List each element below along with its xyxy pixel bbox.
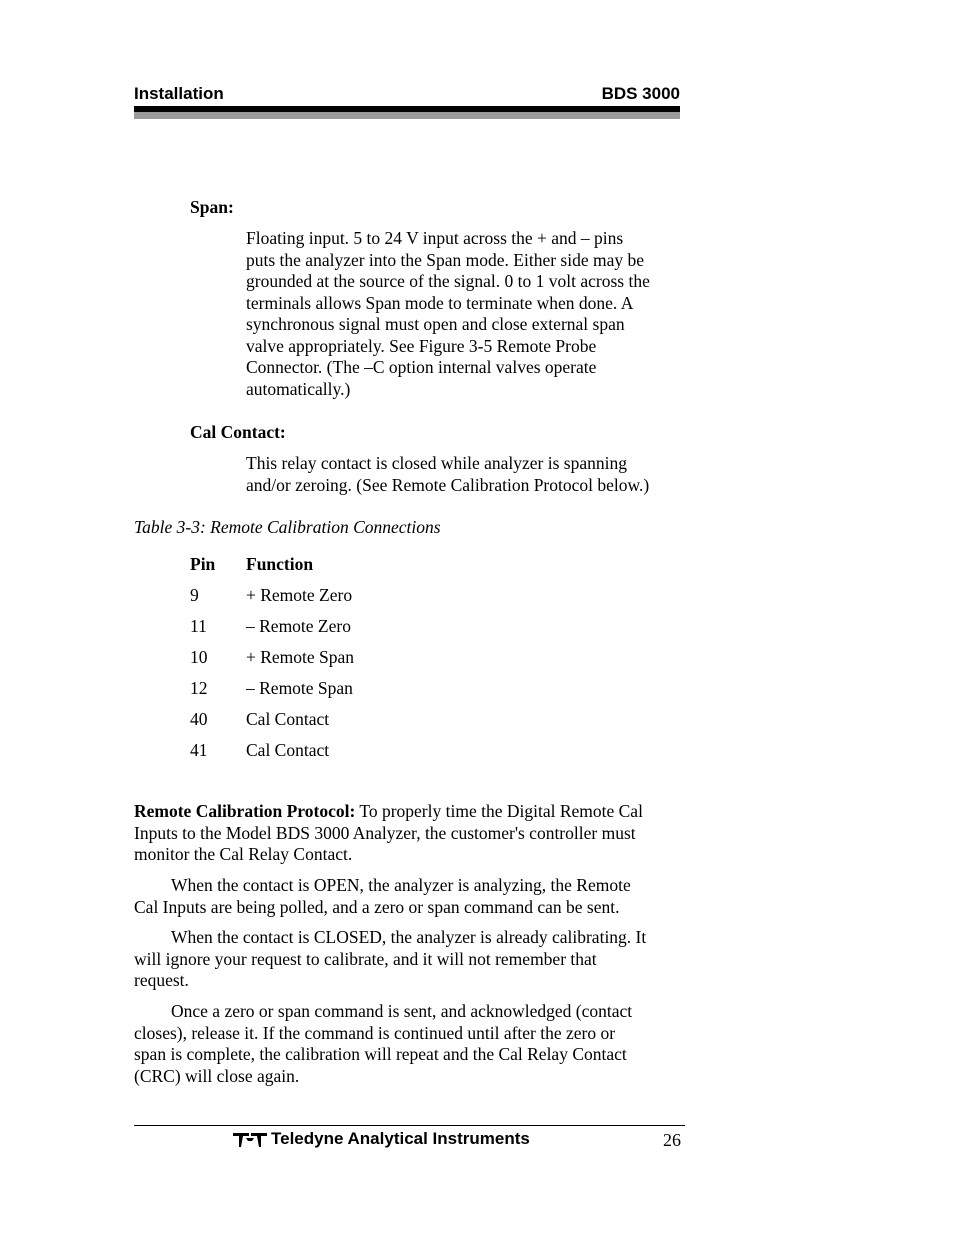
- table-cell-function: – Remote Zero: [246, 616, 351, 636]
- table-cell-pin: 40: [190, 709, 208, 729]
- table-cell-pin: 10: [190, 647, 208, 667]
- protocol-line: Cal Inputs are being polled, and a zero or span command can be sent.: [134, 896, 620, 917]
- table-caption: Table 3-3: Remote Calibration Connections: [134, 517, 441, 537]
- protocol-line: Inputs to the Model BDS 3000 Analyzer, the customer's controller must: [134, 822, 636, 843]
- table-cell-function: Cal Contact: [246, 709, 330, 729]
- header-model: BDS 3000: [601, 84, 680, 103]
- span-line: grounded at the source of the signal. 0 to 1 volt across the: [246, 271, 650, 291]
- protocol-line: will ignore your request to calibrate, and it will not remember that: [134, 948, 597, 969]
- footer-company: Teledyne Analytical Instruments: [271, 1129, 530, 1148]
- protocol-line: To properly time the Digital Remote Cal: [355, 801, 643, 821]
- header-section-title: Installation: [134, 84, 224, 103]
- table-cell-pin: 11: [190, 616, 207, 636]
- protocol-paragraph-2: [134, 875, 631, 918]
- table-cell-function: Cal Contact: [246, 740, 330, 760]
- protocol-line: request.: [134, 970, 189, 990]
- span-description: [246, 228, 650, 400]
- table-cell-pin: 41: [190, 740, 208, 760]
- span-line: synchronous signal must open and close external span: [246, 314, 625, 334]
- protocol-line: When the contact is CLOSED, the analyzer is already calibrating. It: [171, 927, 647, 947]
- span-line: puts the analyzer into the Span mode. Either side may be: [246, 249, 645, 270]
- footer-rule: [134, 1125, 685, 1126]
- span-line: valve appropriately. See Figure 3-5 Remote Probe: [246, 335, 597, 356]
- protocol-lead: Remote Calibration Protocol:: [134, 801, 356, 821]
- span-line: automatically.): [246, 378, 351, 399]
- span-line: Connector. (The –C option internal valves operate: [246, 357, 597, 377]
- page-number: 26: [663, 1130, 681, 1150]
- protocol-line: (CRC) will close again.: [134, 1065, 300, 1086]
- protocol-paragraph-4: [134, 1001, 632, 1087]
- table-header-pin: Pin: [190, 554, 216, 574]
- cal-contact-line: This relay contact is closed while analyzer is spanning: [246, 453, 627, 473]
- span-line: Floating input. 5 to 24 V input across the + and – pins: [246, 228, 624, 248]
- cal-contact-heading: Cal Contact:: [190, 422, 286, 442]
- teledyne-logo-icon: [232, 1131, 268, 1149]
- table-header-function: Function: [246, 554, 314, 574]
- span-line: terminals allows Span mode to terminate when done. A: [246, 292, 634, 313]
- protocol-line: monitor the Cal Relay Contact.: [134, 844, 353, 864]
- table-cell-pin: 12: [190, 678, 208, 698]
- protocol-paragraph-3: [134, 927, 646, 992]
- span-heading: Span:: [190, 197, 234, 217]
- protocol-line: closes), release it. If the command is continued until after the zero or: [134, 1022, 616, 1043]
- table-cell-function: + Remote Zero: [246, 585, 353, 605]
- protocol-line: When the contact is OPEN, the analyzer is analyzing, the Remote: [171, 875, 631, 895]
- cal-contact-description: [246, 453, 649, 496]
- table-cell-function: – Remote Span: [246, 678, 353, 698]
- header-rule-shadow: [134, 112, 680, 119]
- protocol-line: Once a zero or span command is sent, and acknowledged (contact: [171, 1001, 633, 1021]
- protocol-line: span is complete, the calibration will repeat and the Cal Relay Contact: [134, 1044, 627, 1064]
- table-cell-function: + Remote Span: [246, 647, 355, 667]
- protocol-paragraph-1: [134, 801, 643, 866]
- cal-contact-line: and/or zeroing. (See Remote Calibration Protocol below.): [246, 474, 650, 495]
- table-cell-pin: 9: [190, 585, 199, 605]
